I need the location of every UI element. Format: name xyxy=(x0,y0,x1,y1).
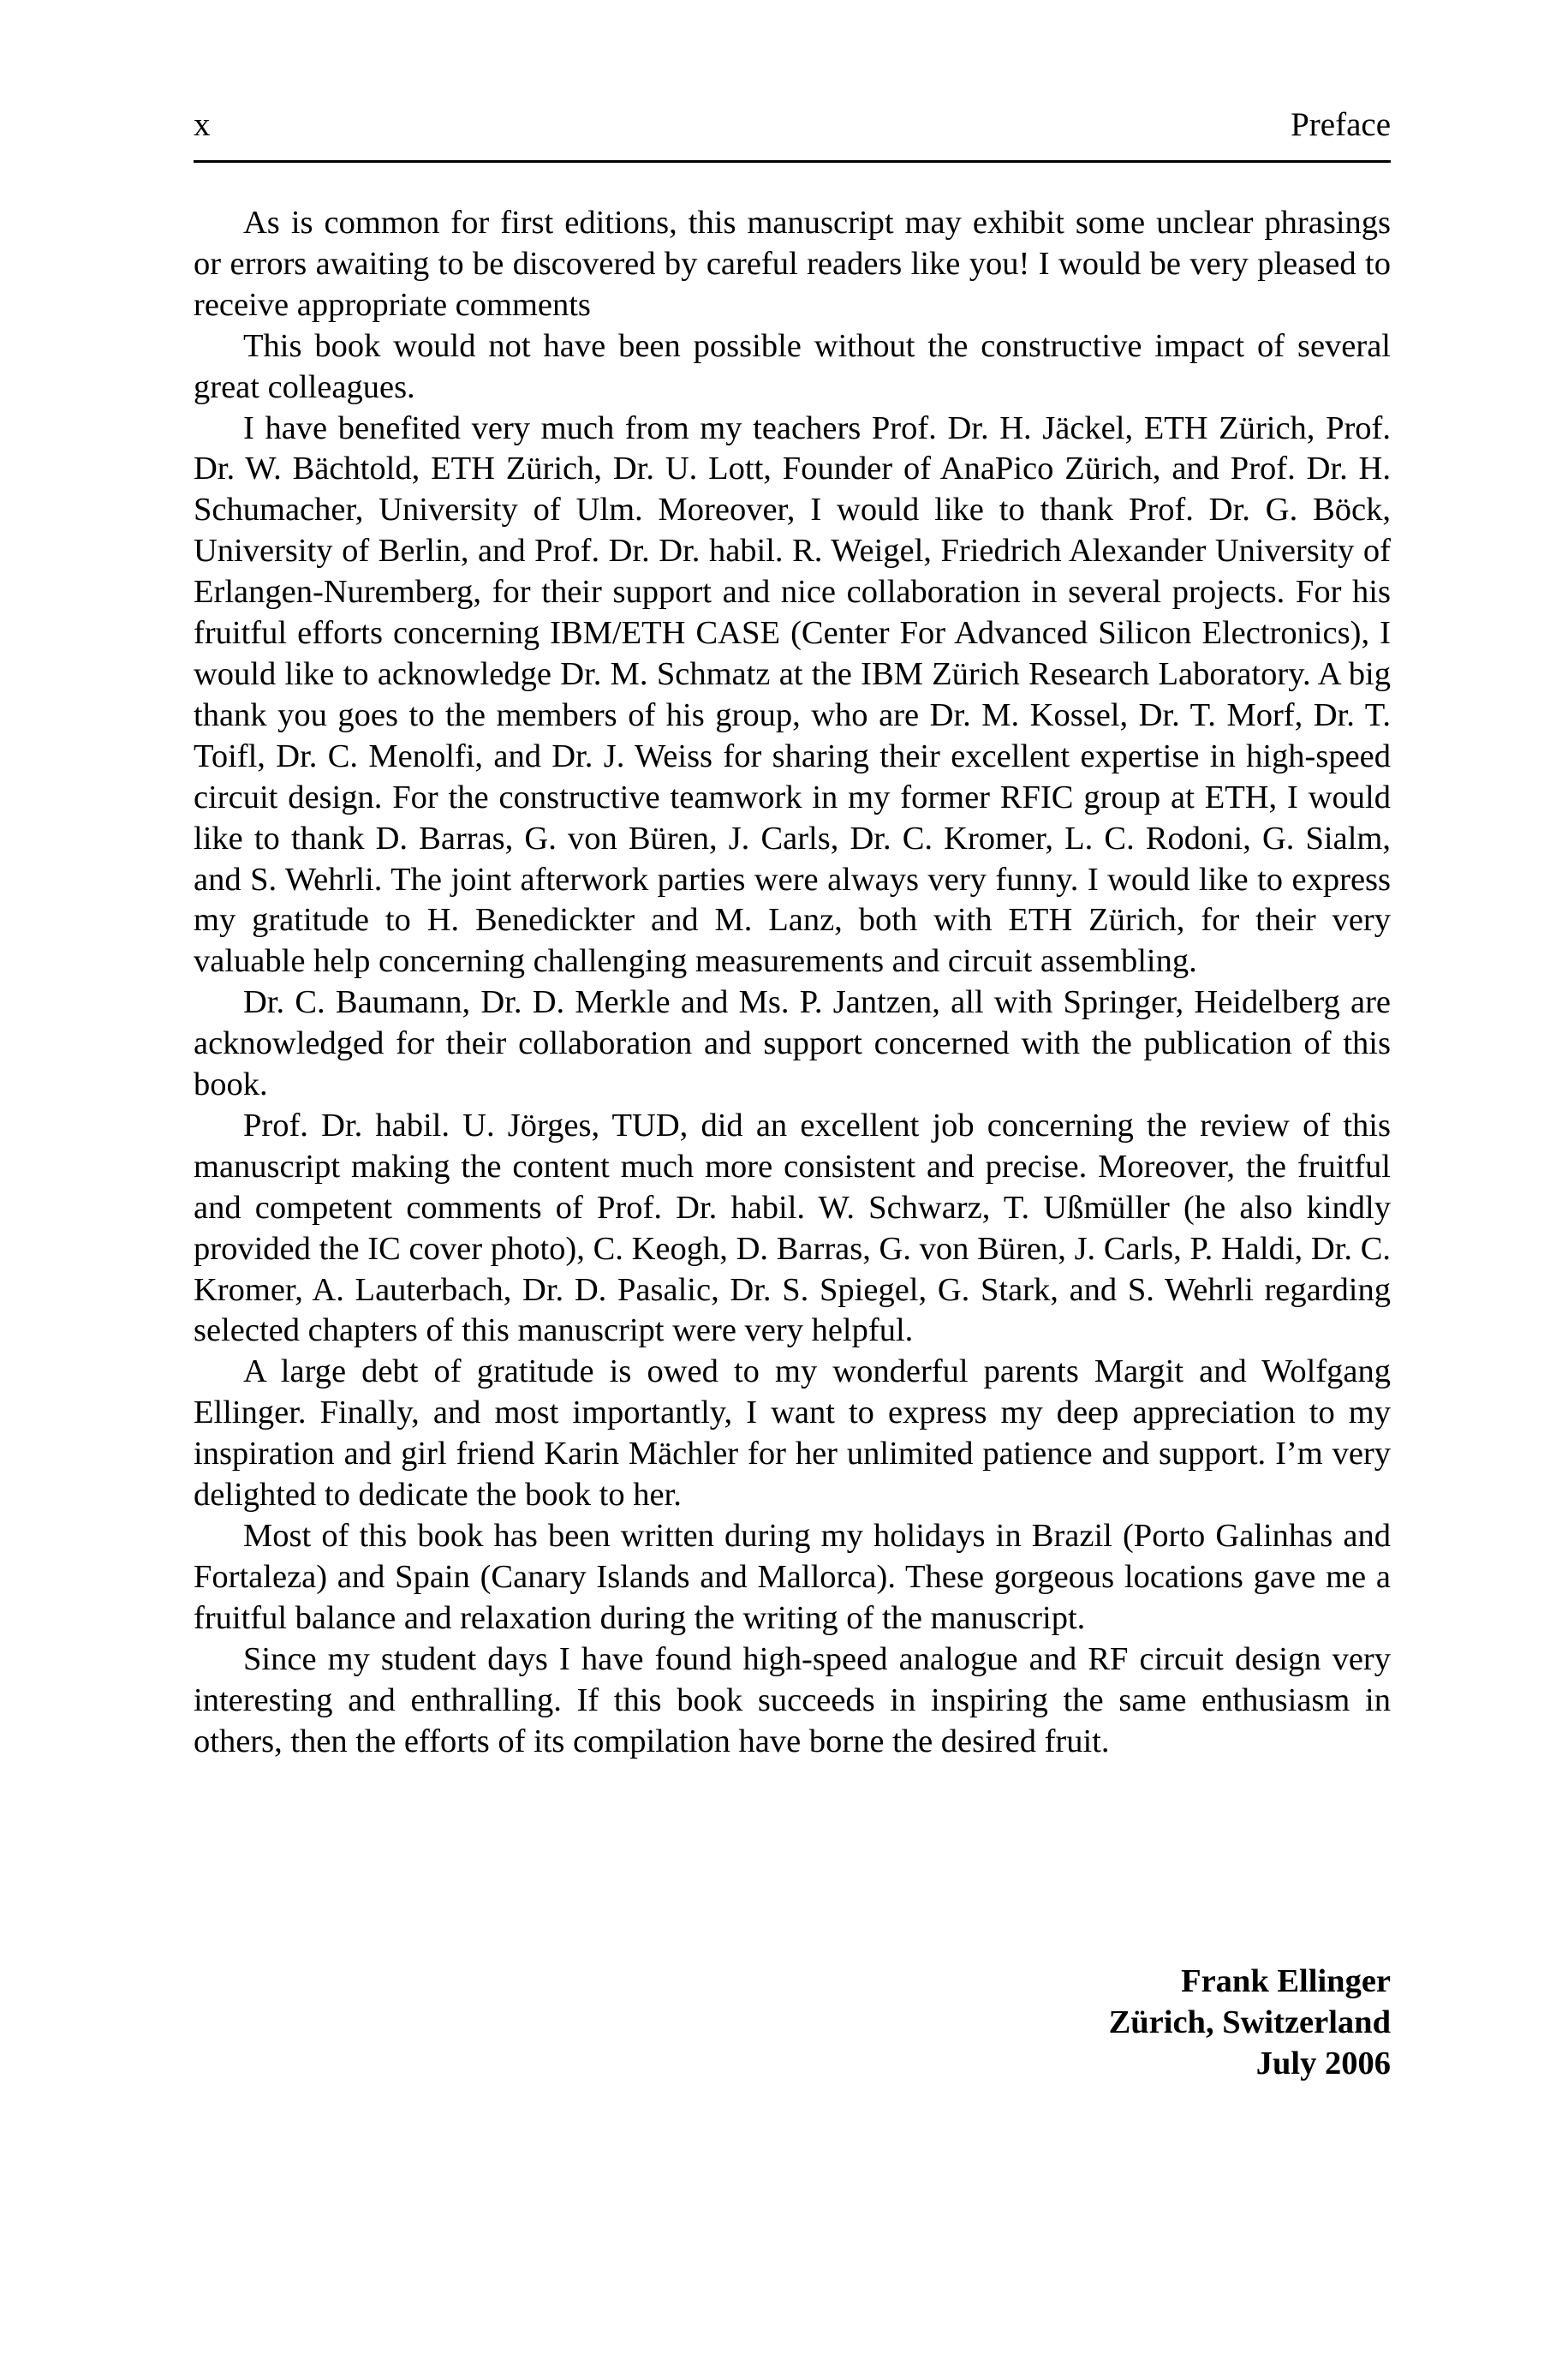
paragraph-colleagues: This book would not have been possible without the constructive impact of several great colleagues. xyxy=(194,327,1391,405)
page-number: x xyxy=(194,106,211,143)
paragraph-springer: Dr. C. Baumann, Dr. D. Merkle and Ms. P. Jantzen, all with Springer, Heidelberg are acknowledged for their collaboration and support concerned with the publication of this book. xyxy=(194,984,1391,1103)
paragraph-student-days: Since my student days I have found high-speed analogue and RF circuit design very interesting and enthralling. If this book succeeds in inspiring the same enthusiasm in others, then the efforts of its compilation have borne the desired fruit. xyxy=(194,1640,1391,1759)
author-name: Frank Ellinger xyxy=(1181,1963,1391,1999)
signature-date: July 2006 xyxy=(1255,2046,1391,2081)
paragraph-first-editions: As is common for first editions, this manuscript may exhibit some unclear phrasings or errors awaiting to be discovered by careful readers like you! I would be very pleased to receive appropriate comments xyxy=(194,205,1391,323)
paragraph-teachers: I have benefited very much from my teachers Prof. Dr. H. Jäckel, ETH Zürich, Prof. Dr. W. Bächtold, ETH Zürich, Dr. U. Lott, Founder of AnaPico Zürich, and Prof. Dr. H. Schumacher, University of Ulm. Moreover, I would like to thank Prof. Dr. G. Böck, University of Berlin, and Prof. Dr. Dr. habil. R. Weigel, Friedrich Alexander University of Erlangen-Nuremberg, for their support and nice collaboration in several projects. For his fruitful efforts concerning IBM/ETH CASE (Center For Advanced Silicon Electronics), I would like to acknowledge Dr. M. Schmatz at the IBM Zürich Research Laboratory. A big thank you goes to the members of his group, who are Dr. M. Kossel, Dr. T. Morf, Dr. T. Toifl, Dr. C. Menolfi, and Dr. J. Weiss for sharing their excellent expertise in high-speed circuit design. For the constructive teamwork in my former RFIC group at ETH, I would like to thank D. Barras, G. von Büren, J. Carls, Dr. C. Kromer, L. C. Rodoni, G. Sialm, and S. Wehrli. The joint afterwork parties were always very funny. I would like to express my gratitude to H. Benedickter and M. Lanz, both with ETH Zürich, for their very valuable help concerning challenging measurements and circuit assembling. xyxy=(194,409,1391,980)
running-header xyxy=(194,101,1391,149)
preface-body xyxy=(194,203,1391,1762)
running-title: Preface xyxy=(1291,106,1391,143)
paragraph-holidays: Most of this book has been written during my holidays in Brazil (Porto Galinhas and Fortaleza) and Spain (Canary Islands and Mallorca). These gorgeous locations gave me a fruitful balance and relaxation during the writing of the manuscript. xyxy=(194,1518,1391,1636)
signature-block xyxy=(1109,1961,1391,2084)
header-rule xyxy=(194,160,1391,163)
paragraph-review: Prof. Dr. habil. U. Jörges, TUD, did an excellent job concerning the review of this manuscript making the content much more consistent and precise. Moreover, the fruitful and competent comments of Prof. Dr. habil. W. Schwarz, T. Ußmüller (he also kindly provided the IC cover photo), C. Keogh, D. Barras, G. von Büren, J. Carls, P. Haldi, Dr. C. Kromer, A. Lauterbach, Dr. D. Pasalic, Dr. S. Spiegel, G. Stark, and S. Wehrli regarding selected chapters of this manuscript were very helpful. xyxy=(194,1107,1391,1349)
author-location: Zürich, Switzerland xyxy=(1108,2004,1391,2040)
paragraph-gratitude: A large debt of gratitude is owed to my wonderful parents Margit and Wolfgang Ellinger. Finally, and most importantly, I want to express my deep appreciation to my inspiration and girl friend Karin Mächler for her unlimited patience and support. I’m very delighted to dedicate the book to her. xyxy=(194,1353,1391,1514)
